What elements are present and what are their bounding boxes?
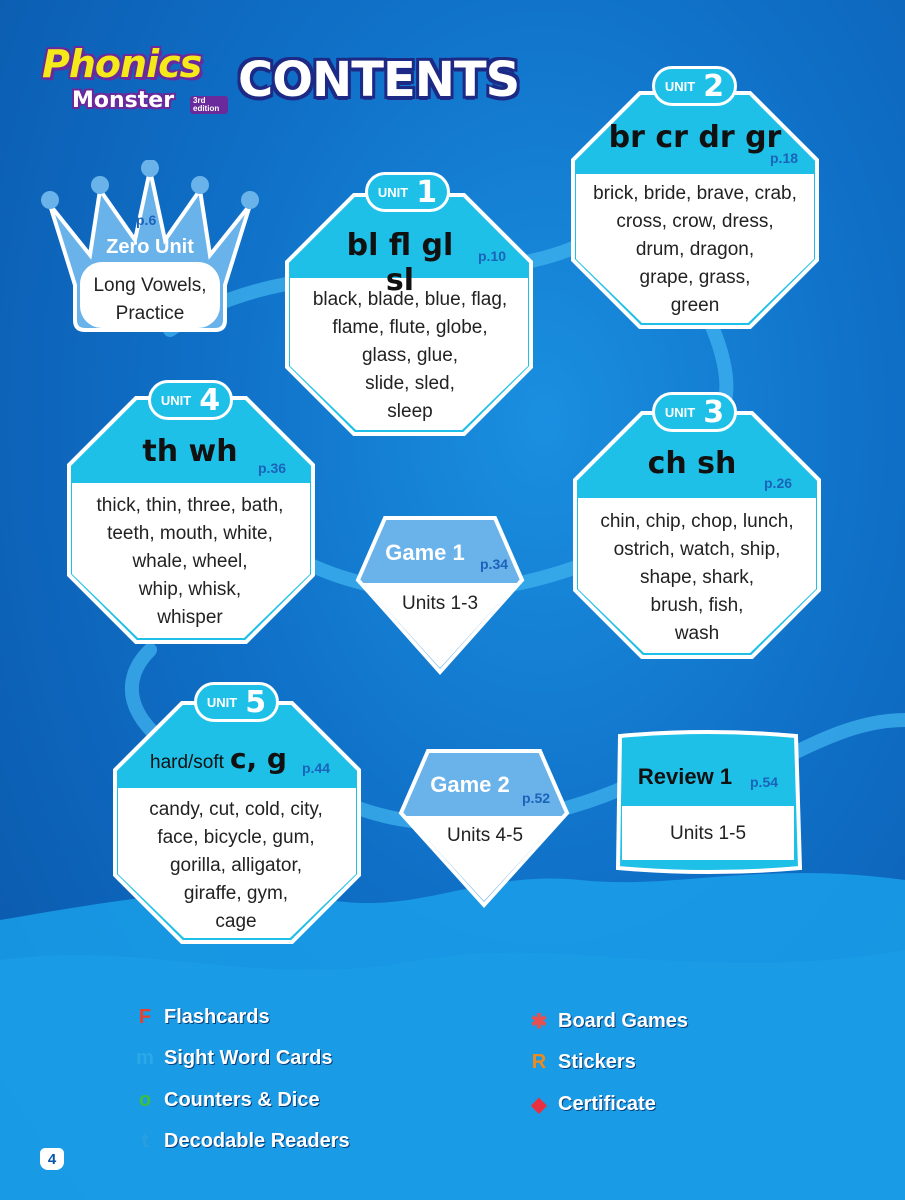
unit-1-heading: bl fl gl sl xyxy=(346,228,454,298)
sight-word-cards-icon: m xyxy=(136,1046,154,1069)
zero-unit-words xyxy=(80,272,220,328)
word-line: whisper xyxy=(157,607,223,628)
word-line: wash xyxy=(674,623,720,644)
unit-4-heading: th wh xyxy=(142,434,238,469)
legend-item-stickers xyxy=(528,1050,636,1074)
legend-item-board-games xyxy=(528,1009,688,1033)
word-line: thick, thin, three, bath, xyxy=(96,495,284,516)
page-title: CONTENTS xyxy=(238,52,520,108)
game-2-units: Units 4-5 xyxy=(446,825,524,846)
zero-unit-title: Zero Unit xyxy=(106,236,194,258)
logo-edition: 3rd edition xyxy=(190,96,228,114)
unit-2-page: p.18 xyxy=(770,150,799,166)
word-line: drum, dragon, xyxy=(635,239,755,260)
review-1-page: p.54 xyxy=(750,774,779,790)
game-1-title: Game 1 xyxy=(385,540,465,565)
unit-3-badge xyxy=(652,392,737,432)
legend-item-counters-dice xyxy=(134,1088,320,1112)
word-line: teeth, mouth, white, xyxy=(107,523,273,544)
phonics-monster-logo xyxy=(38,40,228,125)
unit-label: UNIT xyxy=(206,694,238,710)
logo-line1: Phonics xyxy=(42,42,202,86)
unit-2-words xyxy=(575,180,815,320)
unit-1-badge xyxy=(365,172,450,212)
game-2-title: Game 2 xyxy=(430,772,510,797)
unit-5-heading-prefix: hard/soft xyxy=(150,752,224,773)
legend-label: Counters & Dice xyxy=(164,1088,320,1111)
legend-item-certificate xyxy=(528,1092,656,1116)
word-line: shape, shark, xyxy=(639,567,755,588)
legend-label: Certificate xyxy=(558,1092,656,1115)
unit-number: 2 xyxy=(703,68,725,104)
word-line: Long Vowels, xyxy=(93,275,207,296)
unit-label: UNIT xyxy=(664,404,696,420)
unit-1-words xyxy=(290,286,530,426)
unit-3-page: p.26 xyxy=(764,475,793,491)
unit-number: 4 xyxy=(199,382,221,418)
legend-item-sight-word-cards xyxy=(134,1046,333,1070)
word-line: whale, wheel, xyxy=(132,551,248,572)
review-1-title: Review 1 xyxy=(637,764,733,789)
unit-5-badge xyxy=(194,682,279,722)
unit-label: UNIT xyxy=(664,78,696,94)
legend-label: Flashcards xyxy=(164,1005,270,1028)
board-games-icon: ✱ xyxy=(530,1010,548,1033)
unit-4-words xyxy=(70,492,310,632)
unit-number: 5 xyxy=(245,684,267,720)
zero-unit-page: p.6 xyxy=(136,212,157,228)
word-line: giraffe, gym, xyxy=(183,883,289,904)
unit-4-badge xyxy=(148,380,233,420)
legend-label: Sight Word Cards xyxy=(164,1046,333,1069)
word-line: candy, cut, cold, city, xyxy=(149,799,323,820)
word-line: slide, sled, xyxy=(365,373,455,394)
word-line: brick, bride, brave, crab, xyxy=(593,183,797,204)
unit-1-page: p.10 xyxy=(478,248,507,264)
page-number: 4 xyxy=(40,1148,64,1170)
game-1-page: p.34 xyxy=(480,556,509,572)
unit-number: 1 xyxy=(416,174,438,210)
unit-label: UNIT xyxy=(377,184,409,200)
legend-label: Stickers xyxy=(558,1050,636,1073)
unit-3-heading: ch sh xyxy=(647,446,737,481)
word-line: sleep xyxy=(387,401,433,422)
word-line: Practice xyxy=(115,303,185,324)
unit-5-page: p.44 xyxy=(302,760,331,776)
unit-2-badge xyxy=(652,66,737,106)
word-line: whip, whisk, xyxy=(138,579,242,600)
decodable-readers-icon: t xyxy=(141,1129,149,1152)
unit-5-heading: c, g xyxy=(229,742,287,775)
word-line: face, bicycle, gum, xyxy=(157,827,315,848)
word-line: cross, crow, dress, xyxy=(616,211,774,232)
legend-item-decodable-readers xyxy=(134,1129,350,1153)
word-line: brush, fish, xyxy=(650,595,744,616)
logo-line2: Monster xyxy=(72,88,175,113)
word-line: grape, grass, xyxy=(639,267,751,288)
legend-item-flashcards xyxy=(134,1005,270,1029)
word-line: green xyxy=(670,295,720,316)
unit-3-words xyxy=(577,508,817,648)
game-1-units: Units 1-3 xyxy=(401,593,479,614)
word-line: cage xyxy=(215,911,257,932)
unit-label: UNIT xyxy=(160,392,192,408)
unit-5-heading-group xyxy=(150,742,310,775)
word-line: gorilla, alligator, xyxy=(169,855,303,876)
unit-4-page: p.36 xyxy=(258,460,287,476)
unit-number: 3 xyxy=(703,394,725,430)
word-line: black, blade, blue, flag, xyxy=(312,289,508,310)
legend-label: Board Games xyxy=(558,1009,689,1032)
certificate-icon: ◆ xyxy=(531,1093,547,1116)
word-line: ostrich, watch, ship, xyxy=(613,539,781,560)
review-1-card xyxy=(608,728,808,876)
word-line: chin, chip, chop, lunch, xyxy=(600,511,794,532)
game-2-page: p.52 xyxy=(522,790,551,806)
legend-label: Decodable Readers xyxy=(164,1129,350,1152)
word-line: glass, glue, xyxy=(361,345,459,366)
review-1-units: Units 1-5 xyxy=(669,823,747,844)
stickers-icon: R xyxy=(531,1050,547,1073)
word-line: flame, flute, globe, xyxy=(332,317,488,338)
flashcards-icon: F xyxy=(138,1005,152,1028)
counters-dice-icon: o xyxy=(138,1088,152,1111)
unit-5-words xyxy=(116,796,356,936)
unit-2-heading: br cr dr gr xyxy=(608,120,782,155)
